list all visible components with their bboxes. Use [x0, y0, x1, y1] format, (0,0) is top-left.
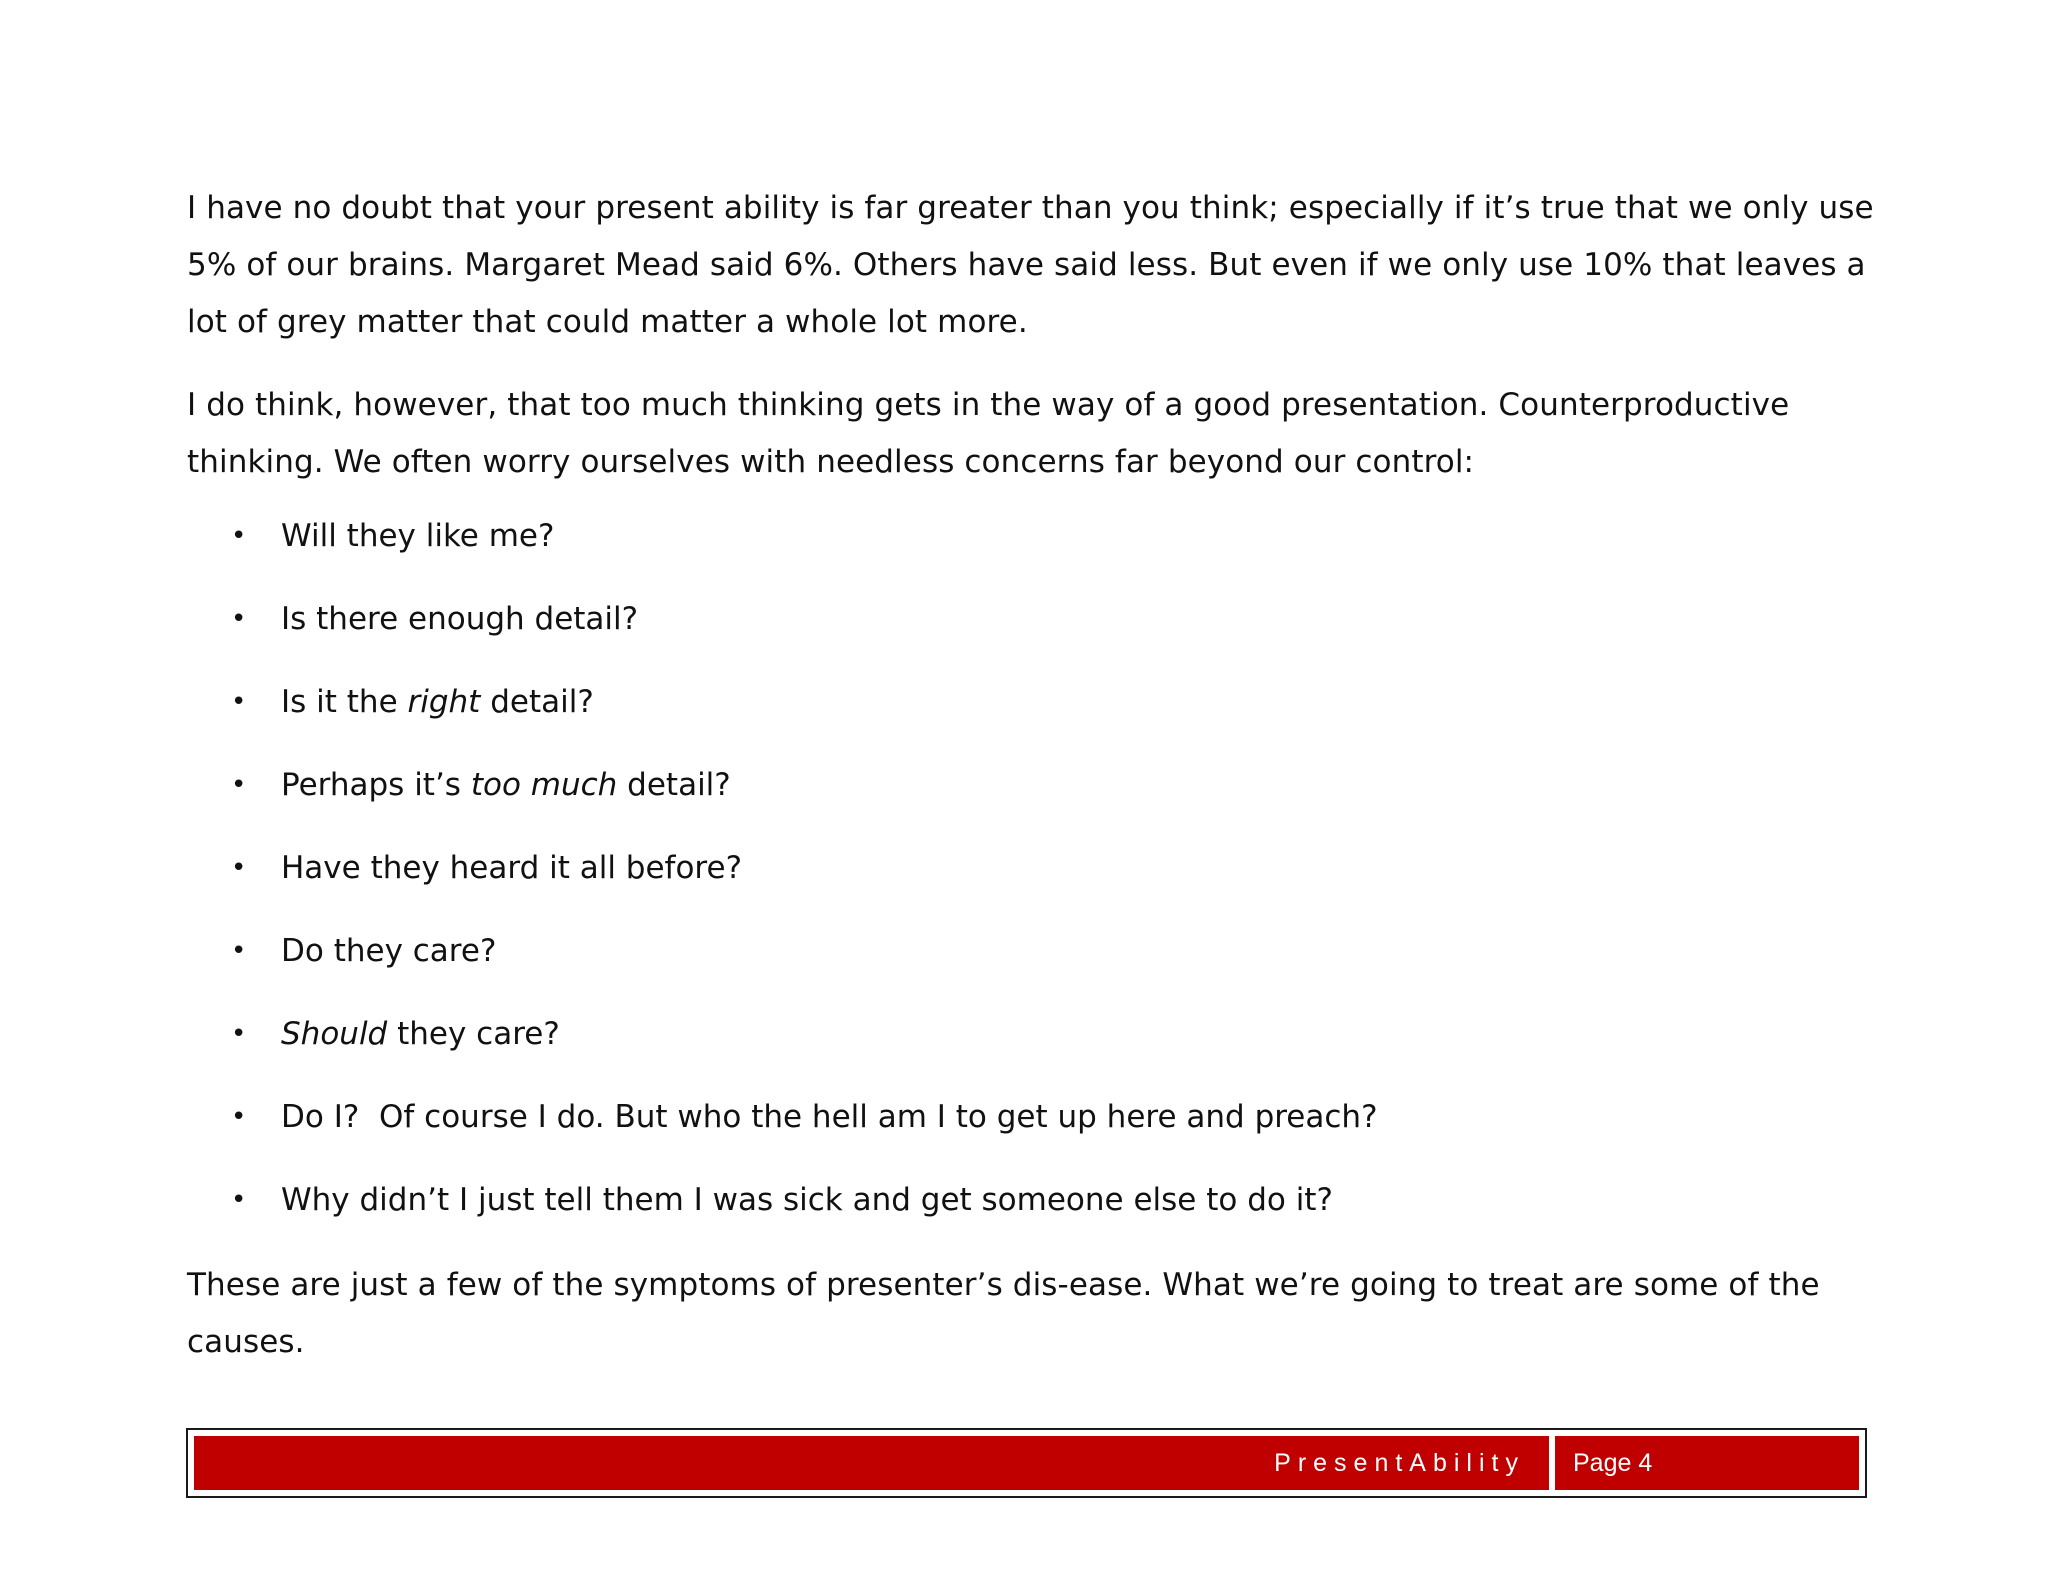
paragraph-1: I have no doubt that your present ability is far greater than you think; especially if it’s true that we only use 5% of our brains. Margaret Mead said 6%. Others have said less. But even if we only use 10% that leaves a lot of grey matter that could matter a whole lot more.: [187, 190, 1874, 340]
bullet-icon: •: [231, 1102, 247, 1132]
list-item-emphasis: Should: [281, 1016, 388, 1052]
list-item-text: Will they like me?: [281, 518, 555, 554]
list-item-text-post: they care?: [387, 1016, 560, 1052]
bullet-icon: •: [231, 1185, 247, 1215]
footer-brand-bar: [194, 1436, 1549, 1490]
bullet-icon: •: [231, 1019, 247, 1049]
bullet-icon: •: [231, 521, 247, 551]
bullet-icon: •: [231, 604, 247, 634]
list-item: [187, 931, 1877, 971]
list-item: [187, 765, 1877, 805]
list-item-text-pre: Is it the: [281, 684, 408, 720]
footer-page-bar: [1555, 1436, 1859, 1490]
list-item: [187, 1180, 1877, 1220]
list-item-text-post: detail?: [617, 767, 731, 803]
list-item-emphasis: right: [407, 684, 481, 720]
bullet-icon: •: [231, 936, 247, 966]
list-item-text-pre: Perhaps it’s: [281, 767, 471, 803]
paragraph-3: These are just a few of the symptoms of presenter’s dis-ease. What we’re going to treat are some of the causes.: [187, 1267, 1820, 1360]
concerns-list: [187, 516, 1877, 1220]
list-item: [187, 682, 1877, 722]
list-item: [187, 599, 1877, 639]
list-item: [187, 516, 1877, 556]
list-item-text: Do they care?: [281, 933, 497, 969]
list-item-text: Why didn’t I just tell them I was sick and get someone else to do it?: [281, 1182, 1333, 1218]
bullet-icon: •: [231, 770, 247, 800]
paragraph-2: I do think, however, that too much thinking gets in the way of a good presentation. Counterproductive thinking. We often worry ourselves with needless concerns far beyond our control:: [187, 387, 1790, 480]
list-item-text: Do I? Of course I do. But who the hell am I to get up here and preach?: [281, 1099, 1378, 1135]
list-item-text: Is there enough detail?: [281, 601, 639, 637]
list-item: [187, 1014, 1877, 1054]
list-item-text-post: detail?: [480, 684, 594, 720]
list-item-emphasis: too much: [470, 767, 618, 803]
list-item: [187, 848, 1877, 888]
bullet-icon: •: [231, 687, 247, 717]
page-number: Page 4: [1573, 1449, 1653, 1477]
footer-brand-title: PresentAbility: [1274, 1449, 1525, 1477]
document-body: [187, 180, 1877, 1371]
list-item: [187, 1097, 1877, 1137]
bullet-icon: •: [231, 853, 247, 883]
page-footer: [186, 1428, 1867, 1498]
list-item-text: Have they heard it all before?: [281, 850, 743, 886]
